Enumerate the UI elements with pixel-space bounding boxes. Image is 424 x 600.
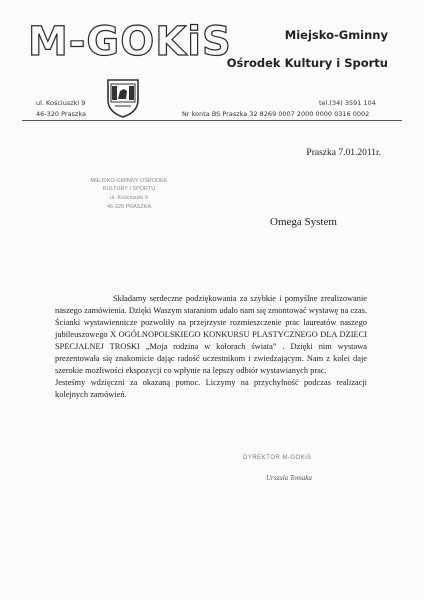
org-name-line1: Miejsko-Gminny: [284, 28, 388, 42]
stamp-line3: ul. Kościuszki 9: [110, 195, 148, 201]
logo-text: M-GOKiS: [28, 19, 232, 65]
body-paragraph-2: Jesteśmy wdzięczni za okazaną pomoc. Liczymy na przychylność podczas realizacji kolejnych zamówień.: [55, 378, 367, 399]
signature-title: DYREKTOR M-GOKiS: [243, 455, 312, 461]
stamp-line1: MIEJSKO-GMINNY OŚRODEK: [90, 178, 168, 184]
recipient: Omega System: [270, 216, 337, 228]
header-divider: [22, 120, 402, 121]
bank-account: Nr konta BS Praszka 32 8269 0007 2000 0000 0316 0002: [182, 110, 370, 118]
stamp-line4: 46-320 PRASZKA: [106, 204, 152, 210]
phone-number: tel.(34) 3591 104: [319, 99, 376, 107]
letter-date: Praszka 7.01.2011r.: [306, 148, 381, 158]
address-street: ul. Kościuszki 9: [36, 99, 86, 107]
city-crest-icon: [106, 78, 140, 118]
stamp-line2: KULTURY I SPORTU: [102, 186, 156, 192]
org-name-line2: Ośrodek Kultury i Sportu: [226, 56, 388, 70]
body-paragraph-1: Składamy serdeczne podziękowania za szybkie i pomyślne zrealizowanie naszego zamówienia. Dzięki Waszym staraniom udało nam się zmontować wystawę na czas. Ścianki wystawiennicze pozwoliły na przejrzyste rozmieszczenie prac laureatów naszego jubileuszowego X OGÓLNOPOLSKIEGO KONKURSU PLASTYCZNEGO DLA DZIECI SPECJALNEJ TROSKI „Moja rodzina w kolorach świata” . Dzięki nim wystawa prezentowała się znakomicie dając radość uczestnikom i zwiedzającym. Nam z kolei daje szerokie możliwości ekspozycji co wpłynie na lepszy odbiór wystawianych prac.: [55, 294, 367, 375]
signature-name: Urszula Tomaka: [266, 474, 312, 482]
address-city: 46-320 Praszka: [36, 110, 86, 118]
letter-body: [55, 293, 367, 401]
